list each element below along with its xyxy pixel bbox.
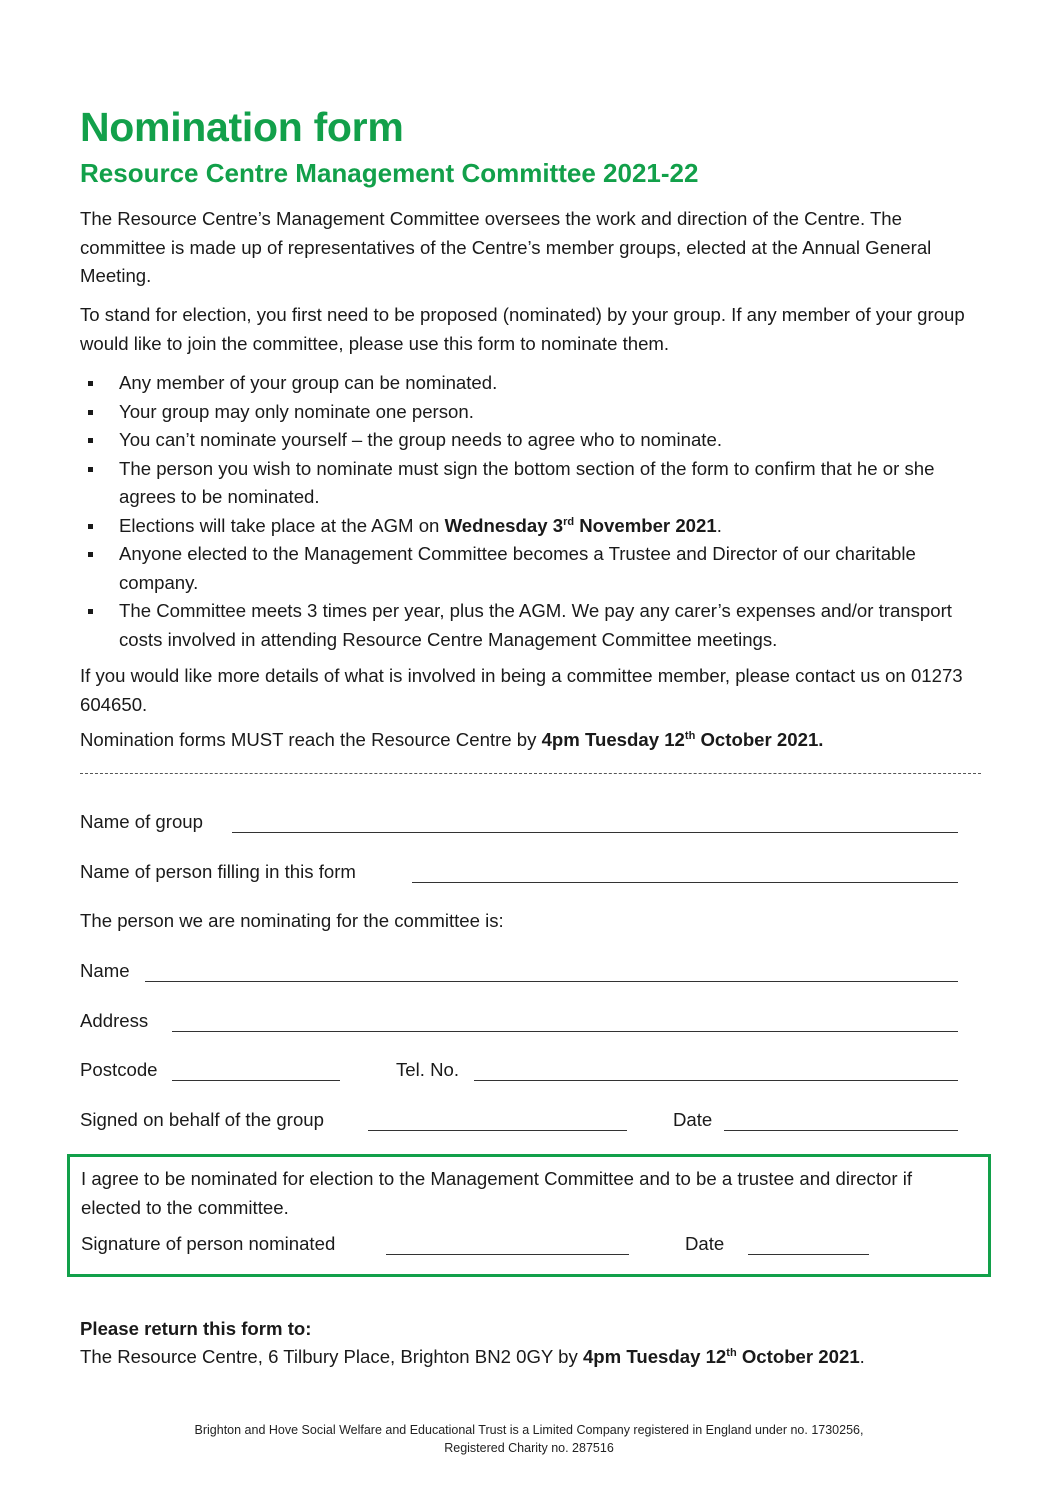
group-signature-field[interactable] xyxy=(368,1130,627,1131)
return-date-suffix: th xyxy=(726,1346,737,1359)
contact-paragraph: If you would like more details of what is involved in being a committee member, please contact us on 01273 604650. xyxy=(80,665,963,715)
deadline-date: 4pm Tuesday 12 xyxy=(541,729,685,750)
page-title: Nomination form xyxy=(80,104,404,150)
list-item: The person you wish to nominate must sign the bottom section of the form to confirm that he or she agrees to be nominated. xyxy=(80,455,990,512)
tel-label: Tel. No. xyxy=(396,1059,460,1080)
date-field[interactable] xyxy=(724,1130,958,1131)
tel-field[interactable] xyxy=(474,1080,958,1081)
agm-period: . xyxy=(716,514,722,536)
return-address xyxy=(80,1343,990,1372)
list-item: You can’t nominate yourself – the group needs to agree who to nominate. xyxy=(80,426,990,455)
list-item xyxy=(80,512,990,541)
agm-date-rest: November 2021 xyxy=(574,514,717,536)
intro-paragraph-1: The Resource Centre’s Management Committee oversees the work and direction of the Centre. The committee is made up of representatives of the Centre’s member groups, elected at the Annual General Meeting. xyxy=(80,208,932,286)
address-label: Address xyxy=(80,1010,149,1031)
deadline-paragraph xyxy=(80,726,990,755)
footer-company-info: Brighton and Hove Social Welfare and Educational Trust is a Limited Company registered in England under no. 1730256, xyxy=(194,1423,864,1437)
postcode-label: Postcode xyxy=(80,1059,158,1080)
intro-paragraph-2: To stand for election, you first need to be proposed (nominated) by your group. If any member of your group would like to join the committee, please use this form to nominate them. xyxy=(80,304,965,354)
filler-name-label: Name of person filling in this form xyxy=(80,861,356,882)
nominee-name-label: Name xyxy=(80,960,130,981)
return-heading: Please return this form to: xyxy=(80,1318,312,1339)
consent-text: I agree to be nominated for election to the Management Committee and to be a trustee and director if elected to the committee. xyxy=(81,1168,913,1218)
agm-date-suffix: rd xyxy=(563,515,575,528)
filler-name-field[interactable] xyxy=(412,882,958,883)
page-subtitle: Resource Centre Management Committee 2021-22 xyxy=(80,158,699,188)
group-name-label: Name of group xyxy=(80,811,203,832)
consent-date-label: Date xyxy=(685,1233,725,1254)
group-name-field[interactable] xyxy=(232,832,958,833)
return-date-rest: October 2021 xyxy=(736,1346,860,1367)
return-date: 4pm Tuesday 12 xyxy=(582,1346,727,1367)
return-address-text: The Resource Centre, 6 Tilbury Place, Brighton BN2 0GY by xyxy=(80,1346,583,1367)
deadline-date-suffix: th xyxy=(684,729,696,742)
deadline-text: Nomination forms MUST reach the Resource Centre by xyxy=(80,729,542,750)
list-item: Any member of your group can be nominated. xyxy=(80,369,990,398)
signed-label: Signed on behalf of the group xyxy=(80,1109,324,1130)
date-label: Date xyxy=(673,1109,713,1130)
info-bullet-list xyxy=(80,369,990,654)
agm-date-day: Wednesday 3 xyxy=(444,514,564,536)
cut-line-divider xyxy=(80,773,981,774)
list-item: Your group may only nominate one person. xyxy=(80,398,990,427)
nominee-signature-label: Signature of person nominated xyxy=(81,1233,336,1254)
return-period: . xyxy=(859,1346,865,1367)
list-item: Anyone elected to the Management Committee becomes a Trustee and Director of our charitable company. xyxy=(80,540,990,597)
consent-date-field[interactable] xyxy=(748,1254,869,1255)
footer-charity-number: Registered Charity no. 287516 xyxy=(444,1441,614,1455)
deadline-date-rest: October 2021. xyxy=(695,729,824,750)
postcode-field[interactable] xyxy=(172,1080,340,1081)
nominee-name-field[interactable] xyxy=(145,981,958,982)
consent-box xyxy=(67,1154,991,1277)
agm-text: Elections will take place at the AGM on xyxy=(119,514,445,536)
nominee-intro-label: The person we are nominating for the committee is: xyxy=(80,910,504,931)
nominee-signature-field[interactable] xyxy=(386,1254,629,1255)
address-field[interactable] xyxy=(172,1031,958,1032)
list-item: The Committee meets 3 times per year, plus the AGM. We pay any carer’s expenses and/or transport costs involved in attending Resource Centre Management Committee meetings. xyxy=(80,597,990,654)
